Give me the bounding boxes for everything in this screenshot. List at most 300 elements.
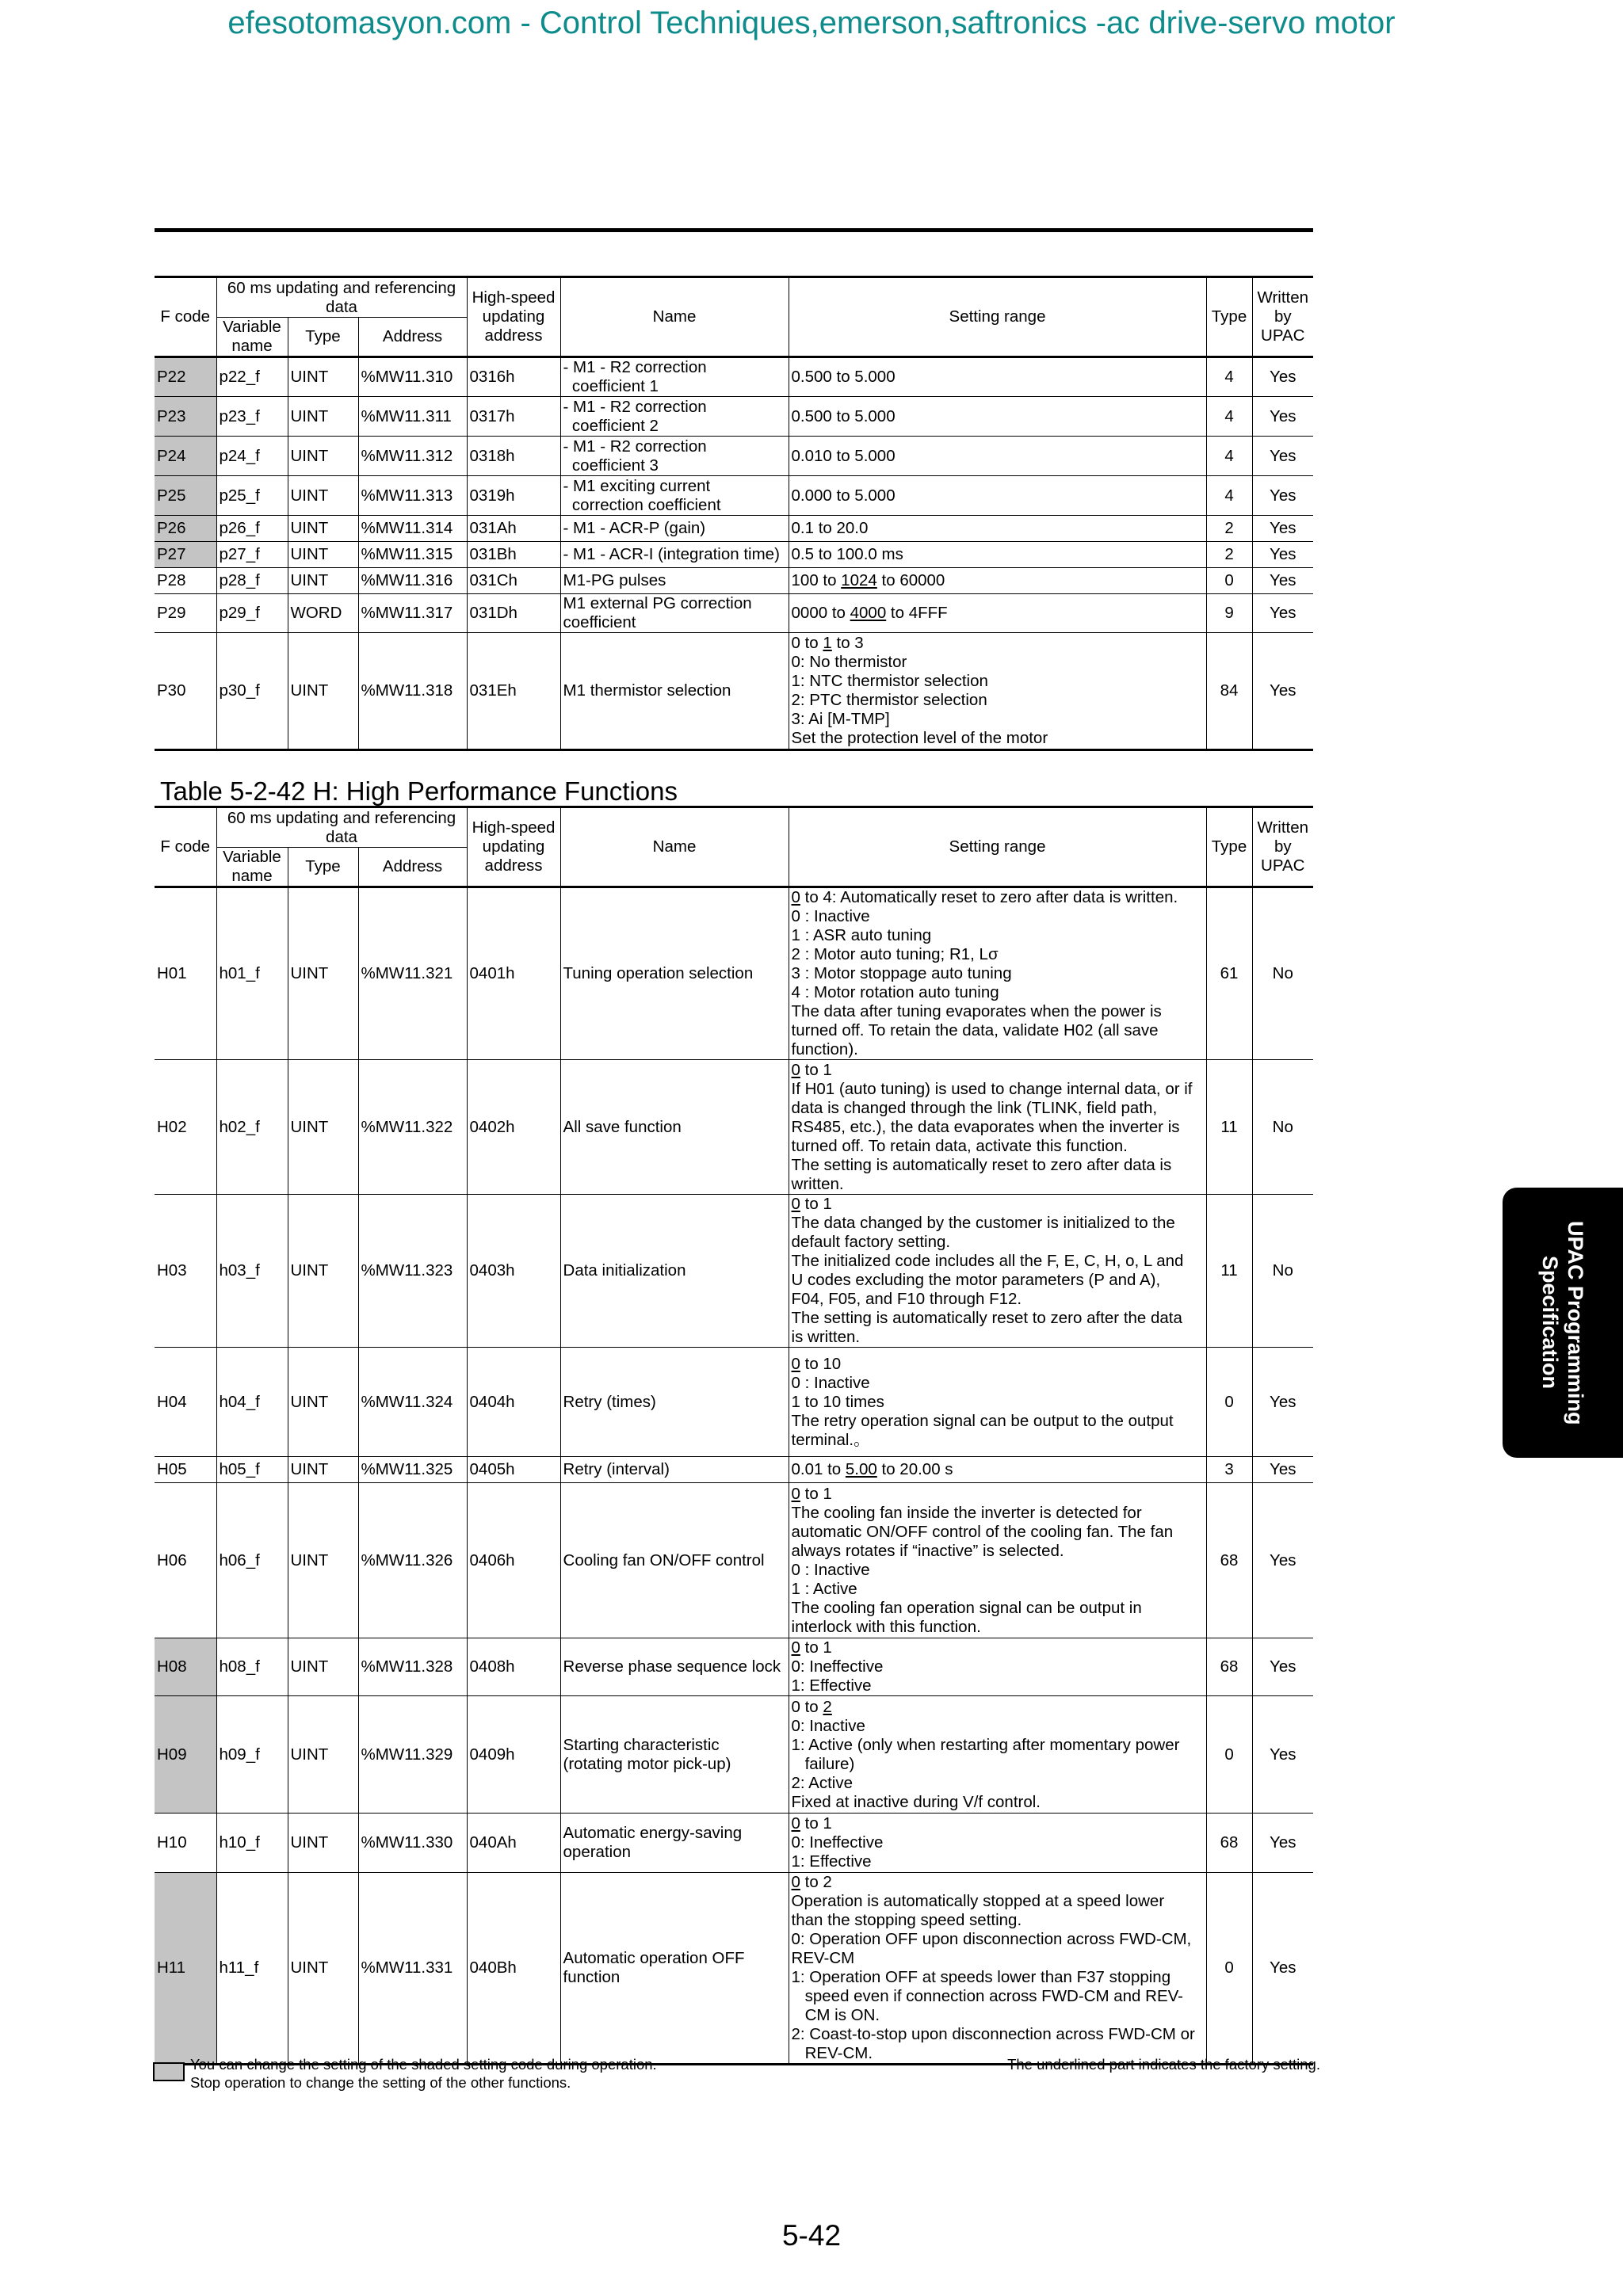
- col-type: Type: [288, 848, 358, 887]
- range-line: [792, 1580, 1204, 1599]
- table-row: [155, 437, 1313, 476]
- fcode-cell: P22: [155, 357, 216, 397]
- range-text: 0.500 to 5.000: [791, 368, 896, 386]
- range-line: [792, 1873, 1204, 1892]
- fcode-cell: P28: [155, 568, 216, 594]
- name-line: M1-PG pulses: [563, 571, 666, 589]
- highspeed-address-cell: 031Eh: [467, 633, 560, 750]
- setting-range-cell: [789, 1060, 1206, 1195]
- range-text: 2: PTC thermistor selection: [791, 691, 987, 709]
- range-line: [792, 691, 1204, 710]
- range-line: [792, 1542, 1204, 1561]
- setting-range-cell: [789, 437, 1206, 476]
- name-line: coefficient 2: [563, 416, 659, 435]
- name-cell: [560, 1638, 789, 1696]
- fcode-cell: P26: [155, 516, 216, 542]
- type-number-cell: 2: [1206, 516, 1252, 542]
- setting-range-cell: [789, 1696, 1206, 1814]
- factory-setting-value: 0: [791, 1354, 800, 1373]
- fcode-cell: P27: [155, 542, 216, 568]
- range-line: [792, 634, 1204, 653]
- range-text: CM is ON.: [791, 2006, 880, 2024]
- factory-setting-value: 0: [791, 1060, 800, 1079]
- table-row: [155, 1814, 1313, 1873]
- range-line: [792, 1431, 1204, 1450]
- range-text: 0.000 to 5.000: [791, 486, 896, 505]
- side-tab-label: [1537, 1221, 1588, 1425]
- range-text: 0 to: [791, 634, 823, 652]
- col-range: Setting range: [789, 277, 1206, 357]
- type-cell: UINT: [288, 887, 358, 1060]
- name-line: Automatic energy-saving: [563, 1824, 743, 1842]
- range-text: Operation is automatically stopped at a speed lower: [791, 1892, 1165, 1910]
- range-text: The retry operation signal can be output to the output: [791, 1411, 1174, 1430]
- range-text: 0: Operation OFF upon disconnection across FWD-CM,: [791, 1930, 1192, 1948]
- range-text: to 10: [800, 1354, 842, 1373]
- written-by-upac-cell: Yes: [1252, 542, 1313, 568]
- function-table-h: [155, 806, 1313, 2065]
- name-cell: [560, 568, 789, 594]
- type-number-cell: 0: [1206, 1696, 1252, 1814]
- range-text: Set the protection level of the motor: [791, 729, 1048, 747]
- col-name: Name: [560, 277, 789, 357]
- range-text: to 1: [800, 1195, 832, 1213]
- table-row: [155, 542, 1313, 568]
- name-cell: [560, 357, 789, 397]
- page-number: 5-42: [781, 2219, 842, 2252]
- name-line: - M1 - R2 correction: [563, 397, 707, 416]
- range-text: The cooling fan operation signal can be output in: [791, 1598, 1142, 1617]
- type-number-cell: 3: [1206, 1457, 1252, 1483]
- range-text: 2: Coast-to-stop upon disconnection across FWD-CM or: [791, 2025, 1195, 2043]
- name-cell: [560, 887, 789, 1060]
- type-cell: UINT: [288, 633, 358, 750]
- range-line: [792, 604, 1204, 623]
- type-number-cell: 9: [1206, 594, 1252, 633]
- range-line: [792, 571, 1204, 590]
- range-text: 3 : Motor stoppage auto tuning: [791, 964, 1012, 982]
- address-cell: %MW11.313: [358, 476, 467, 516]
- name-cell: [560, 633, 789, 750]
- variable-name-cell: p24_f: [216, 437, 288, 476]
- range-line: [792, 1717, 1204, 1736]
- factory-setting-value: 5.00: [845, 1460, 877, 1478]
- range-line: [792, 1156, 1204, 1175]
- col-type-number: Type: [1206, 807, 1252, 887]
- range-line: [792, 1355, 1204, 1374]
- highspeed-address-cell: 040Ah: [467, 1814, 560, 1873]
- name-line: Data initialization: [563, 1261, 686, 1280]
- variable-name-cell: h03_f: [216, 1195, 288, 1348]
- name-line: coefficient 3: [563, 456, 659, 475]
- range-line: [792, 1040, 1204, 1059]
- variable-name-cell: p29_f: [216, 594, 288, 633]
- setting-range-cell: [789, 397, 1206, 437]
- setting-range-cell: [789, 1457, 1206, 1483]
- range-line: [792, 710, 1204, 729]
- address-cell: %MW11.317: [358, 594, 467, 633]
- range-line: [792, 964, 1204, 983]
- type-number-cell: 68: [1206, 1638, 1252, 1696]
- name-line: Reverse phase sequence lock: [563, 1657, 781, 1676]
- fcode-cell: H11: [155, 1873, 216, 2065]
- fcode-cell: H08: [155, 1638, 216, 1696]
- fcode-cell: H06: [155, 1483, 216, 1638]
- written-by-upac-cell: No: [1252, 1060, 1313, 1195]
- name-line: - M1 - R2 correction: [563, 358, 707, 376]
- written-by-upac-cell: Yes: [1252, 1483, 1313, 1638]
- type-cell: UINT: [288, 568, 358, 594]
- fcode-cell: P24: [155, 437, 216, 476]
- setting-range-cell: [789, 357, 1206, 397]
- range-line: [792, 1080, 1204, 1099]
- type-number-cell: 0: [1206, 568, 1252, 594]
- name-line: coefficient: [563, 613, 636, 631]
- section-side-tab: [1503, 1188, 1623, 1458]
- written-by-upac-cell: Yes: [1252, 516, 1313, 542]
- written-by-upac-cell: No: [1252, 1195, 1313, 1348]
- col-fcode: F code: [155, 807, 216, 887]
- range-line: [792, 1061, 1204, 1080]
- highspeed-address-cell: 0401h: [467, 887, 560, 1060]
- fcode-cell: H10: [155, 1814, 216, 1873]
- range-text: 3: Ai [M-TMP]: [791, 710, 890, 728]
- range-text: 0.5 to 100.0 ms: [791, 545, 903, 563]
- name-line: Automatic operation OFF: [563, 1949, 745, 1967]
- setting-range-cell: [789, 594, 1206, 633]
- name-line: M1 external PG correction: [563, 594, 752, 612]
- range-text: always rotates if “inactive” is selected.: [791, 1541, 1064, 1560]
- variable-name-cell: h10_f: [216, 1814, 288, 1873]
- range-text: 4 : Motor rotation auto tuning: [791, 983, 999, 1001]
- range-text: The cooling fan inside the inverter is detected for: [791, 1503, 1142, 1522]
- table-row: [155, 887, 1313, 1060]
- range-line: [792, 1698, 1204, 1717]
- table-row: [155, 1696, 1313, 1814]
- table-row: [155, 1195, 1313, 1348]
- range-line: [792, 1233, 1204, 1252]
- address-cell: %MW11.318: [358, 633, 467, 750]
- legend-line: Stop operation to change the setting of the other functions.: [190, 2074, 571, 2091]
- function-table-p: [155, 276, 1313, 751]
- written-by-upac-cell: Yes: [1252, 1696, 1313, 1814]
- range-text: The setting is automatically reset to zero after the data: [791, 1309, 1182, 1327]
- setting-range-cell: [789, 887, 1206, 1060]
- variable-name-cell: p28_f: [216, 568, 288, 594]
- range-line: [792, 1755, 1204, 1774]
- range-line: [792, 1774, 1204, 1793]
- table-row: [155, 357, 1313, 397]
- type-cell: UINT: [288, 1060, 358, 1195]
- col-fcode: F code: [155, 277, 216, 357]
- range-text: terminal.。: [791, 1430, 870, 1449]
- range-line: [792, 672, 1204, 691]
- range-text: U codes excluding the motor parameters (P and A),: [791, 1271, 1161, 1289]
- fcode-cell: H05: [155, 1457, 216, 1483]
- range-line: [792, 1930, 1204, 1949]
- setting-range-cell: [789, 516, 1206, 542]
- table-row: [155, 1638, 1313, 1696]
- factory-setting-value: 0: [791, 1484, 800, 1503]
- name-cell: [560, 1195, 789, 1348]
- range-text: turned off. To retain the data, validate H02 (all save: [791, 1021, 1159, 1039]
- type-number-cell: 84: [1206, 633, 1252, 750]
- range-line: [792, 407, 1204, 426]
- highspeed-address-cell: 0316h: [467, 357, 560, 397]
- name-cell: [560, 476, 789, 516]
- table-row: [155, 516, 1313, 542]
- variable-name-cell: h01_f: [216, 887, 288, 1060]
- type-cell: UINT: [288, 357, 358, 397]
- range-line: [792, 1504, 1204, 1523]
- name-line: correction coefficient: [563, 495, 721, 514]
- variable-name-cell: h04_f: [216, 1348, 288, 1457]
- col-address: Address: [358, 318, 467, 357]
- range-line: [792, 1137, 1204, 1156]
- range-line: [792, 1099, 1204, 1118]
- range-line: [792, 2025, 1204, 2044]
- range-line: [792, 1328, 1204, 1347]
- written-by-upac-cell: Yes: [1252, 1814, 1313, 1873]
- highspeed-address-cell: 0405h: [467, 1457, 560, 1483]
- range-text: interlock with this function.: [791, 1617, 981, 1636]
- type-cell: UINT: [288, 1696, 358, 1814]
- highspeed-address-cell: 0402h: [467, 1060, 560, 1195]
- col-written: Written by UPAC: [1252, 807, 1313, 887]
- fcode-cell: H02: [155, 1060, 216, 1195]
- range-line: [792, 1793, 1204, 1812]
- range-line: [792, 1968, 1204, 1987]
- range-line: [792, 888, 1204, 907]
- address-cell: %MW11.310: [358, 357, 467, 397]
- col-type: Type: [288, 318, 358, 357]
- written-by-upac-cell: No: [1252, 887, 1313, 1060]
- address-cell: %MW11.331: [358, 1873, 467, 2065]
- range-text: failure): [791, 1754, 855, 1773]
- range-text: to 1: [800, 1060, 832, 1079]
- range-text: than the stopping speed setting.: [791, 1911, 1022, 1929]
- range-line: [792, 1833, 1204, 1852]
- fcode-cell: P30: [155, 633, 216, 750]
- fcode-cell: P29: [155, 594, 216, 633]
- range-text: 2 : Motor auto tuning; R1, Lσ: [791, 945, 999, 963]
- written-by-upac-cell: Yes: [1252, 476, 1313, 516]
- name-line: All save function: [563, 1117, 682, 1136]
- table-row: [155, 1873, 1313, 2065]
- range-line: [792, 1911, 1204, 1930]
- range-text: The initialized code includes all the F, E, C, H, o, L and: [791, 1252, 1184, 1270]
- range-line: [792, 1736, 1204, 1755]
- address-cell: %MW11.330: [358, 1814, 467, 1873]
- range-text: to 2: [800, 1873, 832, 1891]
- name-line: M1 thermistor selection: [563, 681, 731, 700]
- range-text: data is changed through the link (TLINK, field path,: [791, 1098, 1158, 1117]
- table-caption: Table 5-2-42 H: High Performance Functions: [160, 776, 678, 806]
- address-cell: %MW11.315: [358, 542, 467, 568]
- range-line: [792, 1676, 1204, 1695]
- written-by-upac-cell: Yes: [1252, 594, 1313, 633]
- name-line: (rotating motor pick-up): [563, 1754, 731, 1773]
- side-tab-line: UPAC Programming: [1564, 1220, 1587, 1425]
- range-line: [792, 1195, 1204, 1214]
- range-text: 2: Active: [791, 1773, 854, 1792]
- address-cell: %MW11.324: [358, 1348, 467, 1457]
- range-line: [792, 983, 1204, 1002]
- name-line: Retry (interval): [563, 1460, 670, 1478]
- address-cell: %MW11.328: [358, 1638, 467, 1696]
- type-cell: WORD: [288, 594, 358, 633]
- name-cell: [560, 542, 789, 568]
- range-line: [792, 1949, 1204, 1968]
- type-cell: UINT: [288, 1195, 358, 1348]
- range-text: speed even if connection across FWD-CM and REV-: [791, 1987, 1184, 2005]
- table-row: [155, 1457, 1313, 1483]
- range-line: [792, 1852, 1204, 1871]
- legend-line: You can change the setting of the shaded setting code during operation.: [190, 2056, 657, 2073]
- address-cell: %MW11.325: [358, 1457, 467, 1483]
- variable-name-cell: p27_f: [216, 542, 288, 568]
- range-text: 0 to: [791, 1697, 823, 1716]
- range-text: 0.1 to 20.0: [791, 519, 869, 537]
- col-written: Written by UPAC: [1252, 277, 1313, 357]
- type-cell: UINT: [288, 1873, 358, 2065]
- setting-range-cell: [789, 1348, 1206, 1457]
- range-line: [792, 519, 1204, 538]
- col-address: Address: [358, 848, 467, 887]
- setting-range-cell: [789, 1873, 1206, 2065]
- range-text: 0.500 to 5.000: [791, 406, 896, 425]
- address-cell: %MW11.321: [358, 887, 467, 1060]
- range-text: function).: [791, 1040, 858, 1058]
- range-line: [792, 945, 1204, 964]
- written-by-upac-cell: Yes: [1252, 1638, 1313, 1696]
- address-cell: %MW11.329: [358, 1696, 467, 1814]
- address-cell: %MW11.323: [358, 1195, 467, 1348]
- type-cell: UINT: [288, 1638, 358, 1696]
- col-name: Name: [560, 807, 789, 887]
- range-text: written.: [791, 1174, 844, 1193]
- address-cell: %MW11.311: [358, 397, 467, 437]
- factory-setting-value: 0: [791, 1638, 800, 1657]
- written-by-upac-cell: Yes: [1252, 1873, 1313, 2065]
- table-row: [155, 1060, 1313, 1195]
- factory-setting-value: 0: [791, 1814, 800, 1833]
- range-text: 0000 to: [791, 604, 850, 622]
- range-line: [792, 1021, 1204, 1040]
- name-cell: [560, 1457, 789, 1483]
- written-by-upac-cell: Yes: [1252, 1457, 1313, 1483]
- fcode-cell: P25: [155, 476, 216, 516]
- highspeed-address-cell: 031Ah: [467, 516, 560, 542]
- range-text: to 20.00 s: [876, 1460, 953, 1478]
- range-line: [792, 1892, 1204, 1911]
- range-text: to 1: [800, 1638, 832, 1657]
- range-line: [792, 907, 1204, 926]
- shading-legend-swatch: [153, 2062, 185, 2081]
- range-text: The data changed by the customer is initialized to the: [791, 1214, 1175, 1232]
- factory-setting-value: 0: [791, 888, 800, 906]
- range-line: [792, 1118, 1204, 1137]
- table-row: [155, 633, 1313, 750]
- name-cell: [560, 437, 789, 476]
- name-line: - M1 - ACR-P (gain): [563, 519, 706, 537]
- range-text: to 1: [800, 1484, 832, 1503]
- col-range: Setting range: [789, 807, 1206, 887]
- type-cell: UINT: [288, 1348, 358, 1457]
- range-text: 1: Operation OFF at speeds lower than F37 stopping: [791, 1968, 1171, 1986]
- address-cell: %MW11.326: [358, 1483, 467, 1638]
- written-by-upac-cell: Yes: [1252, 397, 1313, 437]
- setting-range-cell: [789, 542, 1206, 568]
- type-number-cell: 4: [1206, 437, 1252, 476]
- factory-setting-value: 0: [791, 1873, 800, 1891]
- range-text: 1: Effective: [791, 1852, 872, 1871]
- range-text: 0.01 to: [791, 1460, 846, 1478]
- name-line: function: [563, 1968, 621, 1986]
- highspeed-address-cell: 031Bh: [467, 542, 560, 568]
- setting-range-cell: [789, 1483, 1206, 1638]
- name-cell: [560, 594, 789, 633]
- written-by-upac-cell: Yes: [1252, 568, 1313, 594]
- variable-name-cell: h11_f: [216, 1873, 288, 2065]
- variable-name-cell: h02_f: [216, 1060, 288, 1195]
- setting-range-cell: [789, 633, 1206, 750]
- range-line: [792, 1523, 1204, 1542]
- fcode-cell: H01: [155, 887, 216, 1060]
- range-line: [792, 1618, 1204, 1637]
- address-cell: %MW11.314: [358, 516, 467, 542]
- site-banner: efesotomasyon.com - Control Techniques,emerson,saftronics -ac drive-servo motor: [227, 6, 1396, 40]
- type-number-cell: 0: [1206, 1873, 1252, 2065]
- address-cell: %MW11.322: [358, 1060, 467, 1195]
- table-row: [155, 594, 1313, 633]
- range-text: REV-CM: [791, 1949, 855, 1967]
- name-line: Starting characteristic: [563, 1735, 720, 1754]
- type-number-cell: 68: [1206, 1483, 1252, 1638]
- range-text: 0.010 to 5.000: [791, 446, 896, 465]
- name-cell: [560, 1696, 789, 1814]
- range-line: [792, 1175, 1204, 1194]
- range-text: 1 : Active: [791, 1579, 857, 1598]
- range-line: [792, 926, 1204, 945]
- variable-name-cell: h06_f: [216, 1483, 288, 1638]
- range-text: REV-CM.: [791, 2044, 873, 2062]
- range-line: [792, 1460, 1204, 1479]
- setting-range-cell: [789, 476, 1206, 516]
- range-text: If H01 (auto tuning) is used to change internal data, or if: [791, 1079, 1193, 1098]
- highspeed-address-cell: 0317h: [467, 397, 560, 437]
- range-line: [792, 1814, 1204, 1833]
- type-cell: UINT: [288, 516, 358, 542]
- range-text: 0: No thermistor: [791, 653, 907, 671]
- type-number-cell: 4: [1206, 397, 1252, 437]
- range-text: to 1: [800, 1814, 832, 1833]
- range-text: 1: Active (only when restarting after momentary power: [791, 1735, 1180, 1754]
- written-by-upac-cell: Yes: [1252, 357, 1313, 397]
- variable-name-cell: p22_f: [216, 357, 288, 397]
- type-cell: UINT: [288, 476, 358, 516]
- type-number-cell: 0: [1206, 1348, 1252, 1457]
- table-row: [155, 476, 1313, 516]
- range-line: [792, 1290, 1204, 1309]
- variable-name-cell: h09_f: [216, 1696, 288, 1814]
- highspeed-address-cell: 0406h: [467, 1483, 560, 1638]
- highspeed-address-cell: 0318h: [467, 437, 560, 476]
- range-line: [792, 1271, 1204, 1290]
- range-text: is written.: [791, 1328, 861, 1346]
- range-line: [792, 368, 1204, 387]
- side-tab-line: Specification: [1538, 1256, 1562, 1390]
